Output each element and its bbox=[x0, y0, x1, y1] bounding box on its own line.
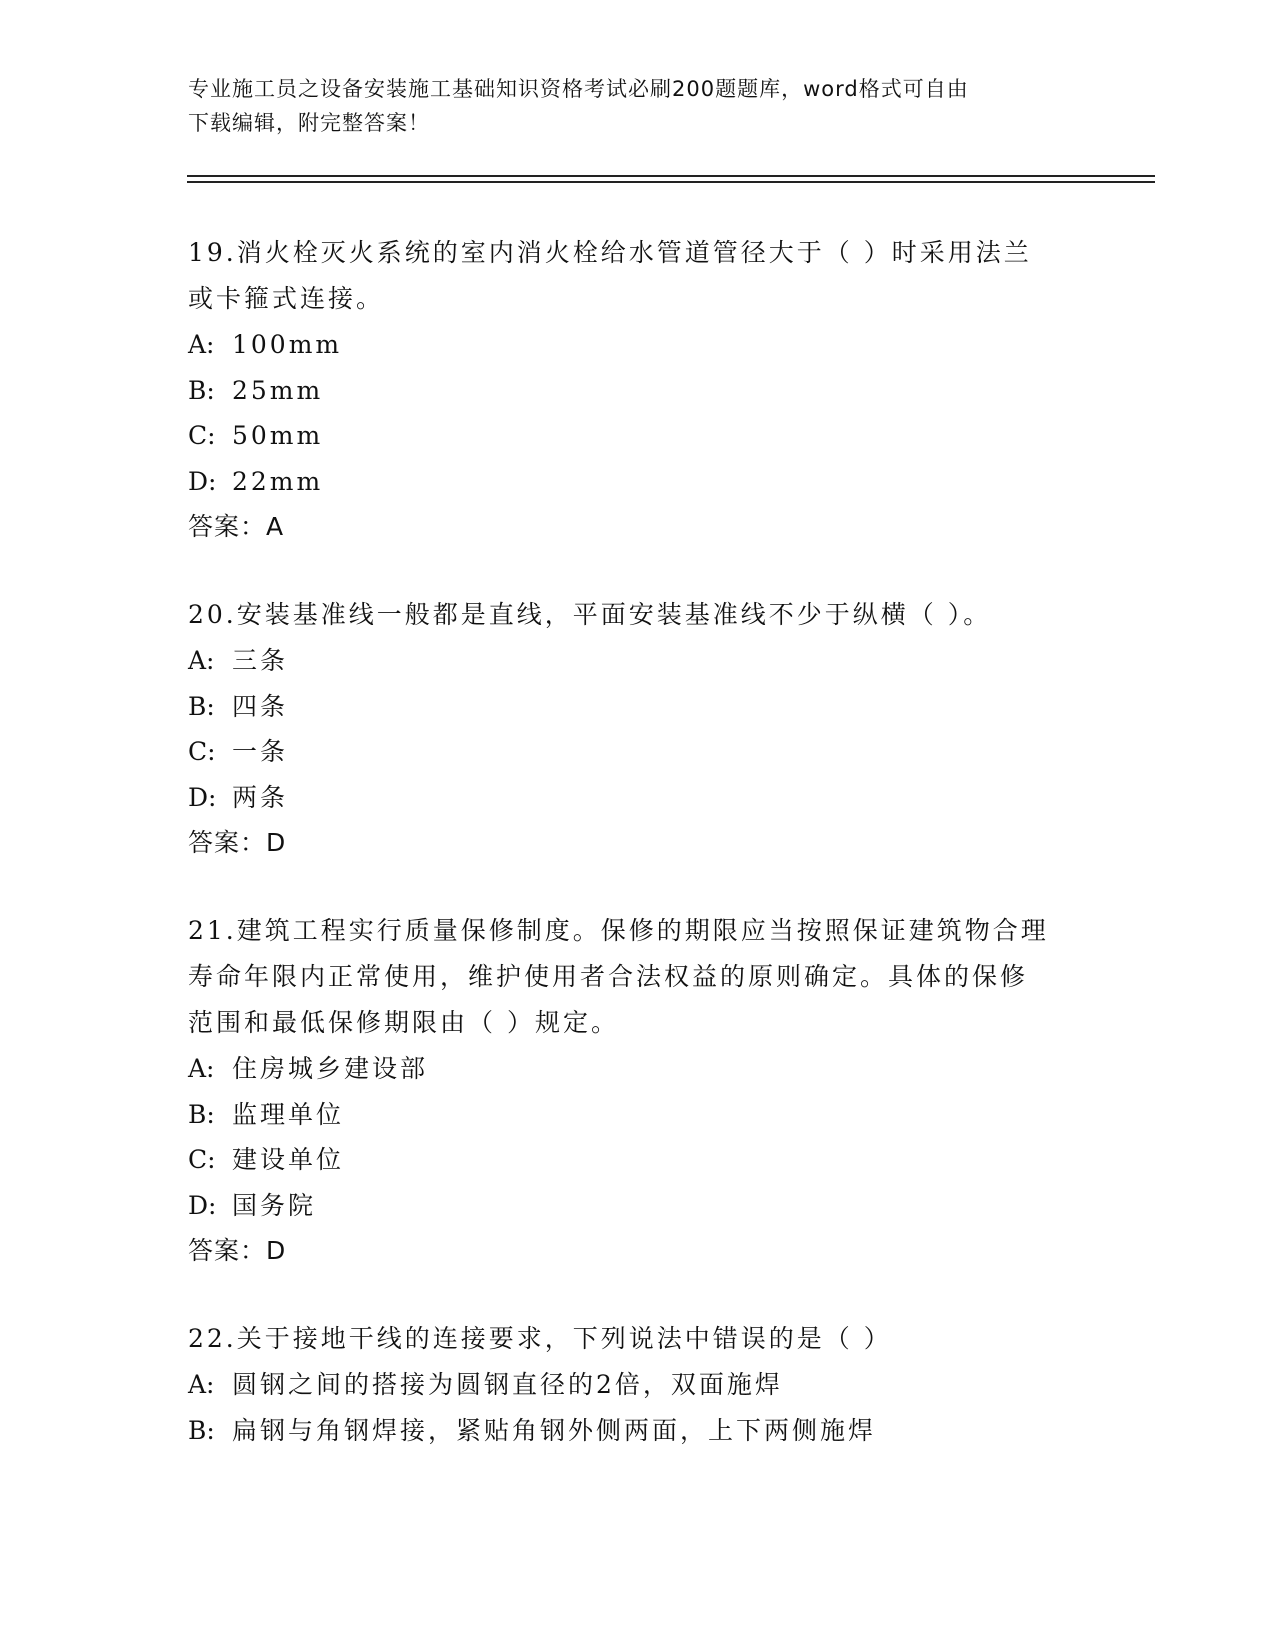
header-divider-top bbox=[187, 175, 1155, 177]
option-letter: C: bbox=[188, 421, 216, 450]
option-text: 22mm bbox=[232, 466, 324, 496]
option-text: 监理单位 bbox=[232, 1099, 345, 1129]
question-block bbox=[188, 592, 1128, 866]
question-stem-line: 21.建筑工程实行质量保修制度。保修的期限应当按照保证建筑物合理 bbox=[188, 916, 1049, 945]
answer-option bbox=[188, 368, 1128, 414]
answer-option bbox=[188, 729, 1128, 775]
option-letter: A: bbox=[188, 1370, 215, 1399]
option-text: 50mm bbox=[232, 421, 324, 450]
question-stem-line: 19.消火栓灭火系统的室内消火栓给水管道管径大于（ ）时采用法兰 bbox=[188, 238, 1032, 267]
answer-option bbox=[188, 638, 1128, 684]
header-title-line-1: 专业施工员之设备安装施工基础知识资格考试必刷200题题库，word格式可自由 bbox=[188, 77, 969, 101]
answer-option bbox=[188, 1408, 1128, 1454]
option-letter: B: bbox=[188, 691, 215, 721]
header-divider-bottom bbox=[187, 181, 1155, 183]
question-stem-line: 22.关于接地干线的连接要求，下列说法中错误的是（ ） bbox=[188, 1324, 892, 1353]
answer-option bbox=[188, 1137, 1128, 1183]
question-block bbox=[188, 230, 1128, 550]
answer-key: 答案：D bbox=[188, 1236, 287, 1265]
answer-key: 答案：A bbox=[188, 512, 285, 541]
option-text: 三条 bbox=[232, 646, 289, 675]
option-text: 100mm bbox=[232, 330, 343, 359]
option-letter: B: bbox=[188, 375, 215, 405]
option-letter: C: bbox=[188, 737, 216, 766]
header-title-line-2: 下载编辑，附完整答案！ bbox=[188, 111, 430, 135]
option-letter: D: bbox=[188, 466, 217, 496]
answer-option bbox=[188, 459, 1128, 505]
option-text: 四条 bbox=[232, 691, 289, 721]
answer-option bbox=[188, 775, 1128, 821]
question-list bbox=[188, 230, 1128, 1495]
option-letter: C: bbox=[188, 1145, 216, 1174]
answer-option bbox=[188, 1362, 1128, 1408]
answer-option bbox=[188, 1183, 1128, 1229]
answer-option bbox=[188, 413, 1128, 459]
option-letter: D: bbox=[188, 782, 217, 812]
option-text: 住房城乡建设部 bbox=[232, 1054, 429, 1083]
option-letter: A: bbox=[188, 646, 215, 675]
option-letter: B: bbox=[188, 1415, 215, 1445]
question-stem-line: 寿命年限内正常使用，维护使用者合法权益的原则确定。具体的保修 bbox=[188, 962, 1029, 991]
answer-option bbox=[188, 1046, 1128, 1092]
option-text: 两条 bbox=[232, 782, 289, 812]
answer-option bbox=[188, 1092, 1128, 1138]
answer-key: 答案：D bbox=[188, 828, 287, 857]
option-text: 建设单位 bbox=[232, 1145, 345, 1174]
option-text: 圆钢之间的搭接为圆钢直径的2倍，双面施焊 bbox=[232, 1370, 783, 1399]
option-text: 国务院 bbox=[232, 1190, 317, 1220]
option-text: 一条 bbox=[232, 737, 289, 766]
option-text: 25mm bbox=[232, 375, 324, 405]
option-letter: A: bbox=[188, 330, 215, 359]
question-block bbox=[188, 908, 1128, 1274]
document-header bbox=[188, 72, 1088, 140]
answer-option bbox=[188, 322, 1128, 368]
option-letter: B: bbox=[188, 1099, 215, 1129]
question-block bbox=[188, 1316, 1128, 1453]
option-letter: A: bbox=[188, 1054, 215, 1083]
option-letter: D: bbox=[188, 1190, 217, 1220]
option-text: 扁钢与角钢焊接，紧贴角钢外侧两面，上下两侧施焊 bbox=[232, 1415, 877, 1445]
answer-option bbox=[188, 684, 1128, 730]
question-stem-line: 或卡箍式连接。 bbox=[188, 284, 385, 313]
question-stem-line: 20.安装基准线一般都是直线，平面安装基准线不少于纵横（ ）。 bbox=[188, 600, 992, 629]
question-stem-line: 范围和最低保修期限由（ ）规定。 bbox=[188, 1008, 619, 1037]
